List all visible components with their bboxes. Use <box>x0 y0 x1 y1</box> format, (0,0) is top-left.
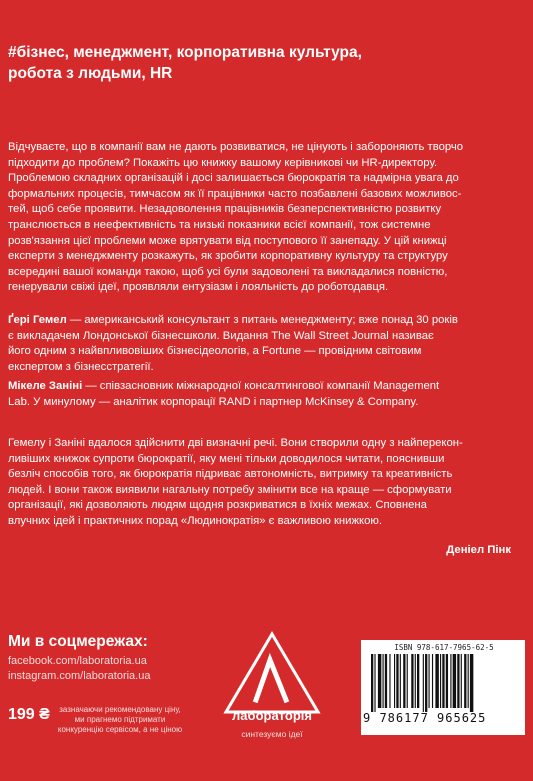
blurb-line: Проблемою складних організацій і досі залишається бюрократія та надмірна увага до <box>8 172 459 185</box>
publisher-tagline: синтезуємо ідеї <box>241 729 303 739</box>
blurb-line: розв'язання цієї проблеми може врятувати від поступового її занепаду. У цій книжці <box>8 234 447 247</box>
barcode-panel <box>361 640 525 735</box>
barcode-bar <box>442 654 444 708</box>
barcode-bar <box>435 654 438 708</box>
triangle-lambda-logo-icon <box>222 630 322 740</box>
author-name-zanini: Мікеле Заніні <box>8 380 83 392</box>
ean-number: 9 786177 965625 <box>363 711 487 725</box>
author-bio-line: — американський консультант з питань менеджменту; вже понад 30 років <box>66 314 458 326</box>
blurb-line: підходити до проблем? Покажіть цю книжку вашому керівникові чи HR-директору. <box>8 156 438 169</box>
quote-line: організації, які дозволяють людям щодня розкриватися в їхніх межах. Сповнена <box>8 499 427 512</box>
barcode-bar <box>470 654 473 712</box>
barcode-bar <box>394 654 395 708</box>
barcode-bar <box>407 654 408 708</box>
facebook-link[interactable]: facebook.com/laboratoria.ua <box>8 655 147 667</box>
quote-line: ливіших книжок супроти бюрократії, яку мені тільки доводилося читати, пояснивши <box>8 452 445 465</box>
quote-line: Гемелу і Заніні вдалося здійснити дві визначні речі. Вони створили одну з найперекон- <box>8 437 463 449</box>
hashtags-line-1: #бізнес, менеджмент, корпоративна культура, <box>8 44 362 61</box>
author-bio-line: — співзасновник міжнародної консалтингової компанії Management <box>82 380 440 392</box>
barcode-bar <box>440 654 441 708</box>
price-note-line: зазначаючи рекомендовану ціну, <box>59 705 181 714</box>
hashtags-line-2: робота з людьми, HR <box>8 65 173 82</box>
blurb-line: тей, щоб себе проявити. Незадоволення працівників безперспективністю розвитку <box>8 203 442 216</box>
price-label: 199 ₴ <box>8 706 50 723</box>
barcode-bar <box>400 654 401 708</box>
barcode-bar <box>403 654 405 708</box>
price-note-line: конкуренцію сервісом, а не ціною <box>57 725 183 735</box>
barcode-bar <box>415 654 416 708</box>
blurb-line: формальних процесів, тимчасом як її працівники часто позбавлені базових можливос- <box>8 187 462 200</box>
author-bio-line: є викладачем Лондонської бізнесшколи. Видання The Wall Street Journal називає <box>8 329 434 342</box>
social-heading: Ми в соцмережах: <box>8 633 148 650</box>
barcode-bar <box>461 654 462 708</box>
barcode-bar <box>425 654 427 712</box>
barcode-bar <box>389 654 390 708</box>
barcode-bar <box>374 654 375 712</box>
hashtags-heading <box>8 42 508 84</box>
barcode-bar <box>457 654 459 708</box>
barcode-bar <box>417 654 419 708</box>
barcode-bar <box>423 654 424 712</box>
author-bio-zanini <box>8 379 511 410</box>
blurb-line: транслюється в неефективність та низькі показники всієї компанії, тож системне <box>8 218 431 231</box>
barcode-bar <box>468 654 469 708</box>
barcode-bar <box>383 654 384 708</box>
price-note-line: ми прагнемо підтримати <box>74 715 166 725</box>
quote-line: влучних ідей і практичних порад «Людинократія» є важливою книжкою. <box>8 514 382 527</box>
quote-line: безліч способів того, як бюрократія підриває автономність, витримку та креативність <box>8 468 453 481</box>
blurb-paragraph <box>8 140 511 296</box>
barcode-bar <box>464 654 466 708</box>
author-name-hamel: Ґері Гемел <box>8 314 67 326</box>
review-quote <box>8 436 511 530</box>
publisher-name: лабораторія <box>232 708 312 723</box>
blurb-line: всередині вашої команди такою, щоб усі були задоволені та викладалися повністю, <box>8 265 448 278</box>
isbn-text: ISBN 978-617-7965-62-5 <box>394 643 494 652</box>
barcode-bar <box>432 654 433 708</box>
author-bio-line: його одним з найвпливовіших бізнесідеологів, а Fortune — провідним світовим <box>8 345 422 358</box>
author-bio-line: експертом з бізнесстратегії. <box>8 360 154 373</box>
instagram-link[interactable]: instagram.com/laboratoria.ua <box>8 670 151 682</box>
blurb-line: генерували свіжі ідеї, проявляли ентузіазм і лояльність до роботодавця. <box>8 281 389 294</box>
price-note <box>55 705 185 736</box>
blurb-line: експерти з менеджменту розкажуть, як зробити корпоративну культуру та структуру <box>8 250 448 263</box>
barcode-bar <box>429 654 430 708</box>
barcode-icon <box>369 654 519 712</box>
barcode-bar <box>411 654 413 708</box>
author-bio-line: Lab. У минулому — аналітик корпорації RAND і партнер McKinsey & Company. <box>8 395 419 408</box>
barcode-bar <box>450 654 451 708</box>
quote-line: людей. І вони також виявили нагальну потребу змінити все на краще — сформувати <box>8 483 452 496</box>
author-bio-hamel <box>8 313 511 375</box>
barcode-bar <box>385 654 387 708</box>
quote-signature: Деніел Пінк <box>446 544 511 556</box>
barcode-bar <box>371 654 373 712</box>
barcode-bar <box>446 654 448 708</box>
barcode-bar <box>378 654 381 708</box>
blurb-line: Відчуваєте, що в компанії вам не дають розвиватися, не цінують і забороняють творчо <box>8 141 464 153</box>
barcode-bar <box>453 654 456 708</box>
barcode-bar <box>396 654 398 708</box>
